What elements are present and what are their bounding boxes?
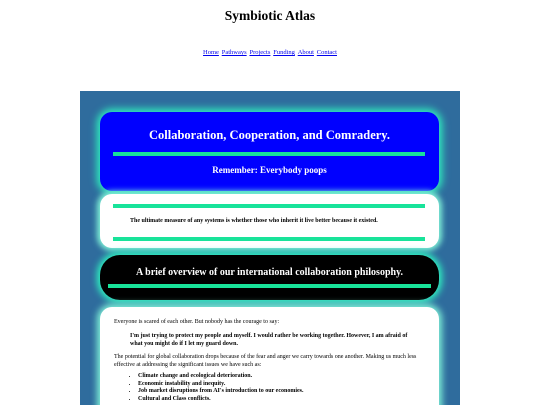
issues-paragraph: The potential for global collaboration drops because of the fear and anger we carry towards one another. Making us much less effective at addressing the significant issues we have such as: — [114, 354, 417, 368]
quote-card — [100, 194, 439, 248]
blockquote: I'm just trying to protect my people and myself. I would rather be working together. However, I am afraid of what you might do if I let my guard down. — [130, 333, 408, 347]
accent-bar — [108, 284, 431, 288]
nav-link-projects[interactable]: Projects — [249, 49, 271, 56]
accent-bar — [113, 152, 425, 156]
site-title: Symbiotic Atlas — [224, 8, 316, 23]
list-item: • Climate change and ecological deterioration. — [138, 373, 438, 381]
nav-link-funding[interactable]: Funding — [273, 49, 295, 56]
accent-bar — [113, 237, 425, 241]
hero-title: Collaboration, Cooperation, and Comradery. — [149, 128, 390, 142]
nav-link-pathways[interactable]: Pathways — [221, 49, 247, 56]
intro-paragraph: Everyone is scared of each other. But nobody has the courage to say: — [114, 319, 280, 325]
issues-list — [128, 373, 438, 403]
body-card — [100, 307, 439, 405]
nav-link-about[interactable]: About — [297, 49, 314, 56]
overview-title: A brief overview of our international collaboration philosophy. — [135, 267, 404, 278]
nav-link-contact[interactable]: Contact — [316, 49, 337, 56]
hero-card — [100, 112, 439, 191]
list-item: • Cultural and Class conflicts. — [138, 396, 438, 404]
nav-bar — [0, 49, 540, 56]
list-item: • Economic instability and inequity. — [138, 381, 438, 389]
list-item: • Job market disruptions from AI's introduction to our economies. — [138, 388, 438, 396]
quote-text: The ultimate measure of any systems is whether those who inherit it live better because it existed. — [130, 218, 378, 224]
overview-card — [100, 255, 439, 300]
accent-bar — [113, 204, 425, 208]
content-panel — [80, 91, 460, 405]
hero-subtitle: Remember: Everybody poops — [212, 165, 327, 175]
nav-link-home[interactable]: Home — [203, 49, 219, 56]
